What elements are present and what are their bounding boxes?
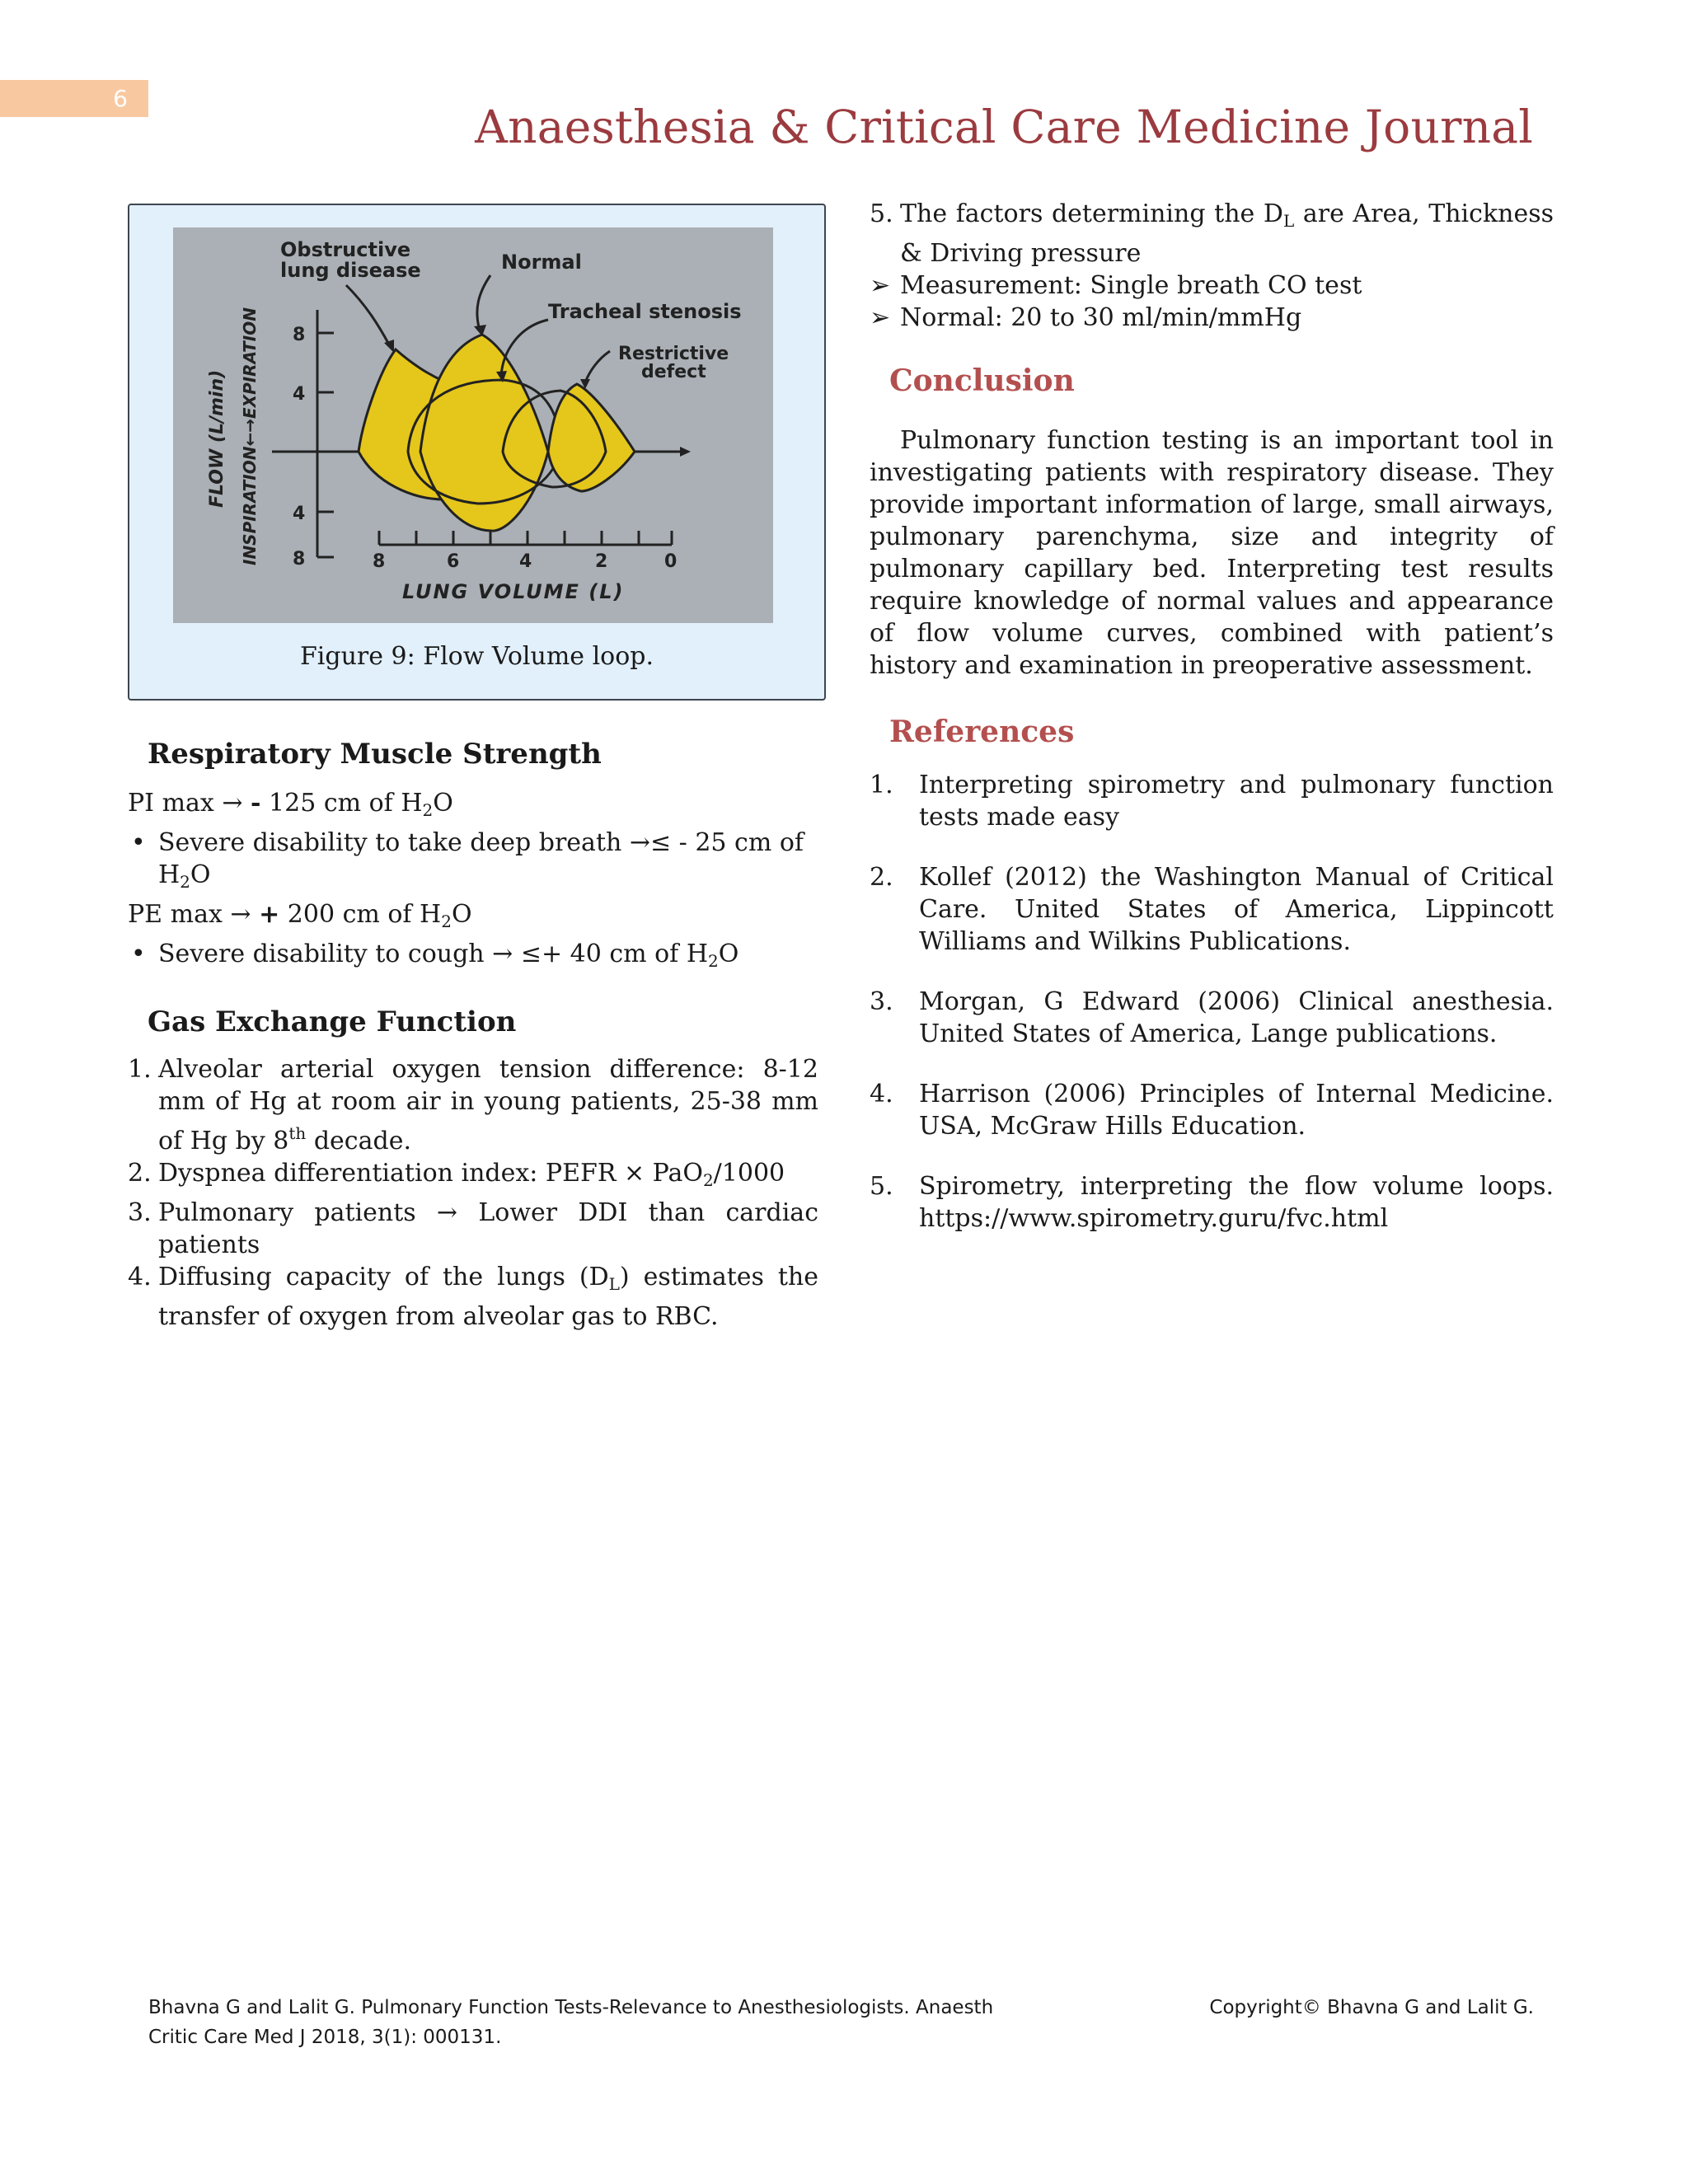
reference-item: 5. Spirometry, interpreting the flow volume loops. https://www.spirometry.guru/fvc.html bbox=[870, 1172, 1554, 1233]
arrow-bullet-normal: ➢ Normal: 20 to 30 ml/min/mmHg bbox=[870, 303, 1302, 332]
list-item: 3. Pulmonary patients → Lower DDI than cardiac patients bbox=[128, 1198, 818, 1259]
y-axis-direction-label: INSPIRATION←→EXPIRATION bbox=[240, 307, 260, 565]
label-obstructive-1: Obstructive bbox=[280, 238, 411, 261]
reference-item: 2. Kollef (2012) the Washington Manual of Critical Care. United States of America, Lippincott Williams and Wilkins Publications. bbox=[870, 863, 1554, 956]
pi-max-bullet: • Severe disability to take deep breath →≤ - 25 cm of $H_2O$ bbox=[128, 827, 818, 898]
bullet-icon: • bbox=[131, 828, 146, 857]
x-tick-label-4: 4 bbox=[519, 551, 532, 572]
label-normal: Normal bbox=[501, 251, 582, 274]
x-axis-label: LUNG VOLUME (L) bbox=[402, 580, 625, 603]
pi-max-line: PI max → - 125 cm of $H_2O$ bbox=[128, 789, 453, 820]
bullet-icon: • bbox=[131, 940, 146, 968]
x-tick-label-8: 8 bbox=[373, 551, 386, 572]
y-tick-label-4-bottom: 4 bbox=[293, 504, 306, 524]
y-tick-label-4-top: 4 bbox=[293, 384, 306, 405]
list-item: 5. The factors determining the $D_L$ are Area, Thickness & Driving pressure bbox=[870, 199, 1554, 268]
figure-caption: Figure 9: Flow Volume loop. bbox=[299, 642, 654, 671]
y-tick-label-8-top: 8 bbox=[293, 325, 306, 345]
diffusing-capacity-list bbox=[870, 198, 1554, 334]
x-tick-label-6: 6 bbox=[447, 551, 460, 572]
x-tick-label-0: 0 bbox=[664, 551, 678, 572]
reference-item: 3. Morgan, G Edward (2006) Clinical anesthesia. United States of America, Lange publications. bbox=[870, 987, 1554, 1048]
respiratory-muscle-content bbox=[128, 787, 818, 977]
reference-item: 1. Interpreting spirometry and pulmonary function tests made easy bbox=[870, 771, 1554, 832]
gas-exchange-list bbox=[128, 1053, 818, 1333]
list-item: 1. Alveolar arterial oxygen tension difference: 8-12 mm of Hg at room air in young patients, 25-38 mm of Hg by 8th decade. bbox=[128, 1055, 818, 1155]
x-tick-label-2: 2 bbox=[595, 551, 608, 572]
flow-volume-loop-figure bbox=[173, 227, 773, 623]
flow-volume-loop-svg bbox=[173, 227, 773, 623]
footer-copyright: Copyright© Bhavna G and Lalit G. bbox=[1209, 1997, 1534, 2018]
list-item: 4. Diffusing capacity of the lungs $(D_L)$ estimates the transfer of oxygen from alveolar gas to RBC. bbox=[128, 1263, 819, 1331]
figure-9 bbox=[128, 204, 826, 701]
right-column bbox=[870, 198, 1554, 1235]
label-restrictive-2: defect bbox=[641, 362, 706, 382]
label-tracheal-stenosis: Tracheal stenosis bbox=[548, 300, 742, 323]
conclusion-text: Pulmonary function testing is an important tool in investigating patients with respiratory disease. They provide important information of large, small airways, pulmonary parenchyma, size and integrity of pulmonary capillary bed. Interpreting test results require knowledge of normal values and appearance of flow volume curves, combined with patient’s history and examination in preoperative assessment. bbox=[870, 426, 1554, 680]
y-axis-label: FLOW (L/min) bbox=[207, 369, 227, 508]
reference-item: 4. Harrison (2006) Principles of Internal Medicine. USA, McGraw Hills Education. bbox=[870, 1080, 1554, 1141]
left-column bbox=[128, 204, 818, 1333]
arrow-bullet-icon: ➢ bbox=[870, 303, 891, 332]
arrow-bullet-measurement: ➢ Measurement: Single breath CO test bbox=[870, 271, 1362, 300]
pe-max-bullet: • Severe disability to cough → ≤+ 40 cm of $H_2O$ bbox=[128, 938, 818, 977]
conclusion-heading: Conclusion bbox=[889, 363, 1075, 398]
label-obstructive-2: lung disease bbox=[280, 259, 421, 282]
pe-max-line: PE max → + 200 cm of $H_2O$ bbox=[128, 900, 472, 931]
label-restrictive-1: Restrictive bbox=[618, 344, 729, 364]
y-tick-label-8-bottom: 8 bbox=[293, 549, 306, 569]
gas-exchange-heading: Gas Exchange Function bbox=[148, 1005, 517, 1038]
journal-title: Anaesthesia & Critical Care Medicine Journal bbox=[475, 101, 1533, 153]
arrow-bullet-icon: ➢ bbox=[870, 271, 891, 300]
references-list bbox=[870, 769, 1554, 1235]
list-item: 2. Dyspnea differentiation index: PEFR × PaO$_2$/1000 bbox=[128, 1159, 785, 1190]
footer-citation: Bhavna G and Lalit G. Pulmonary Function Tests-Relevance to Anesthesiologists. Anaesth Critic Care Med J 2018, 3(1): 000131. bbox=[148, 1997, 994, 2048]
references-heading: References bbox=[889, 715, 1075, 749]
respiratory-muscle-heading: Respiratory Muscle Strength bbox=[148, 738, 602, 771]
page-number: 6 bbox=[0, 80, 148, 117]
